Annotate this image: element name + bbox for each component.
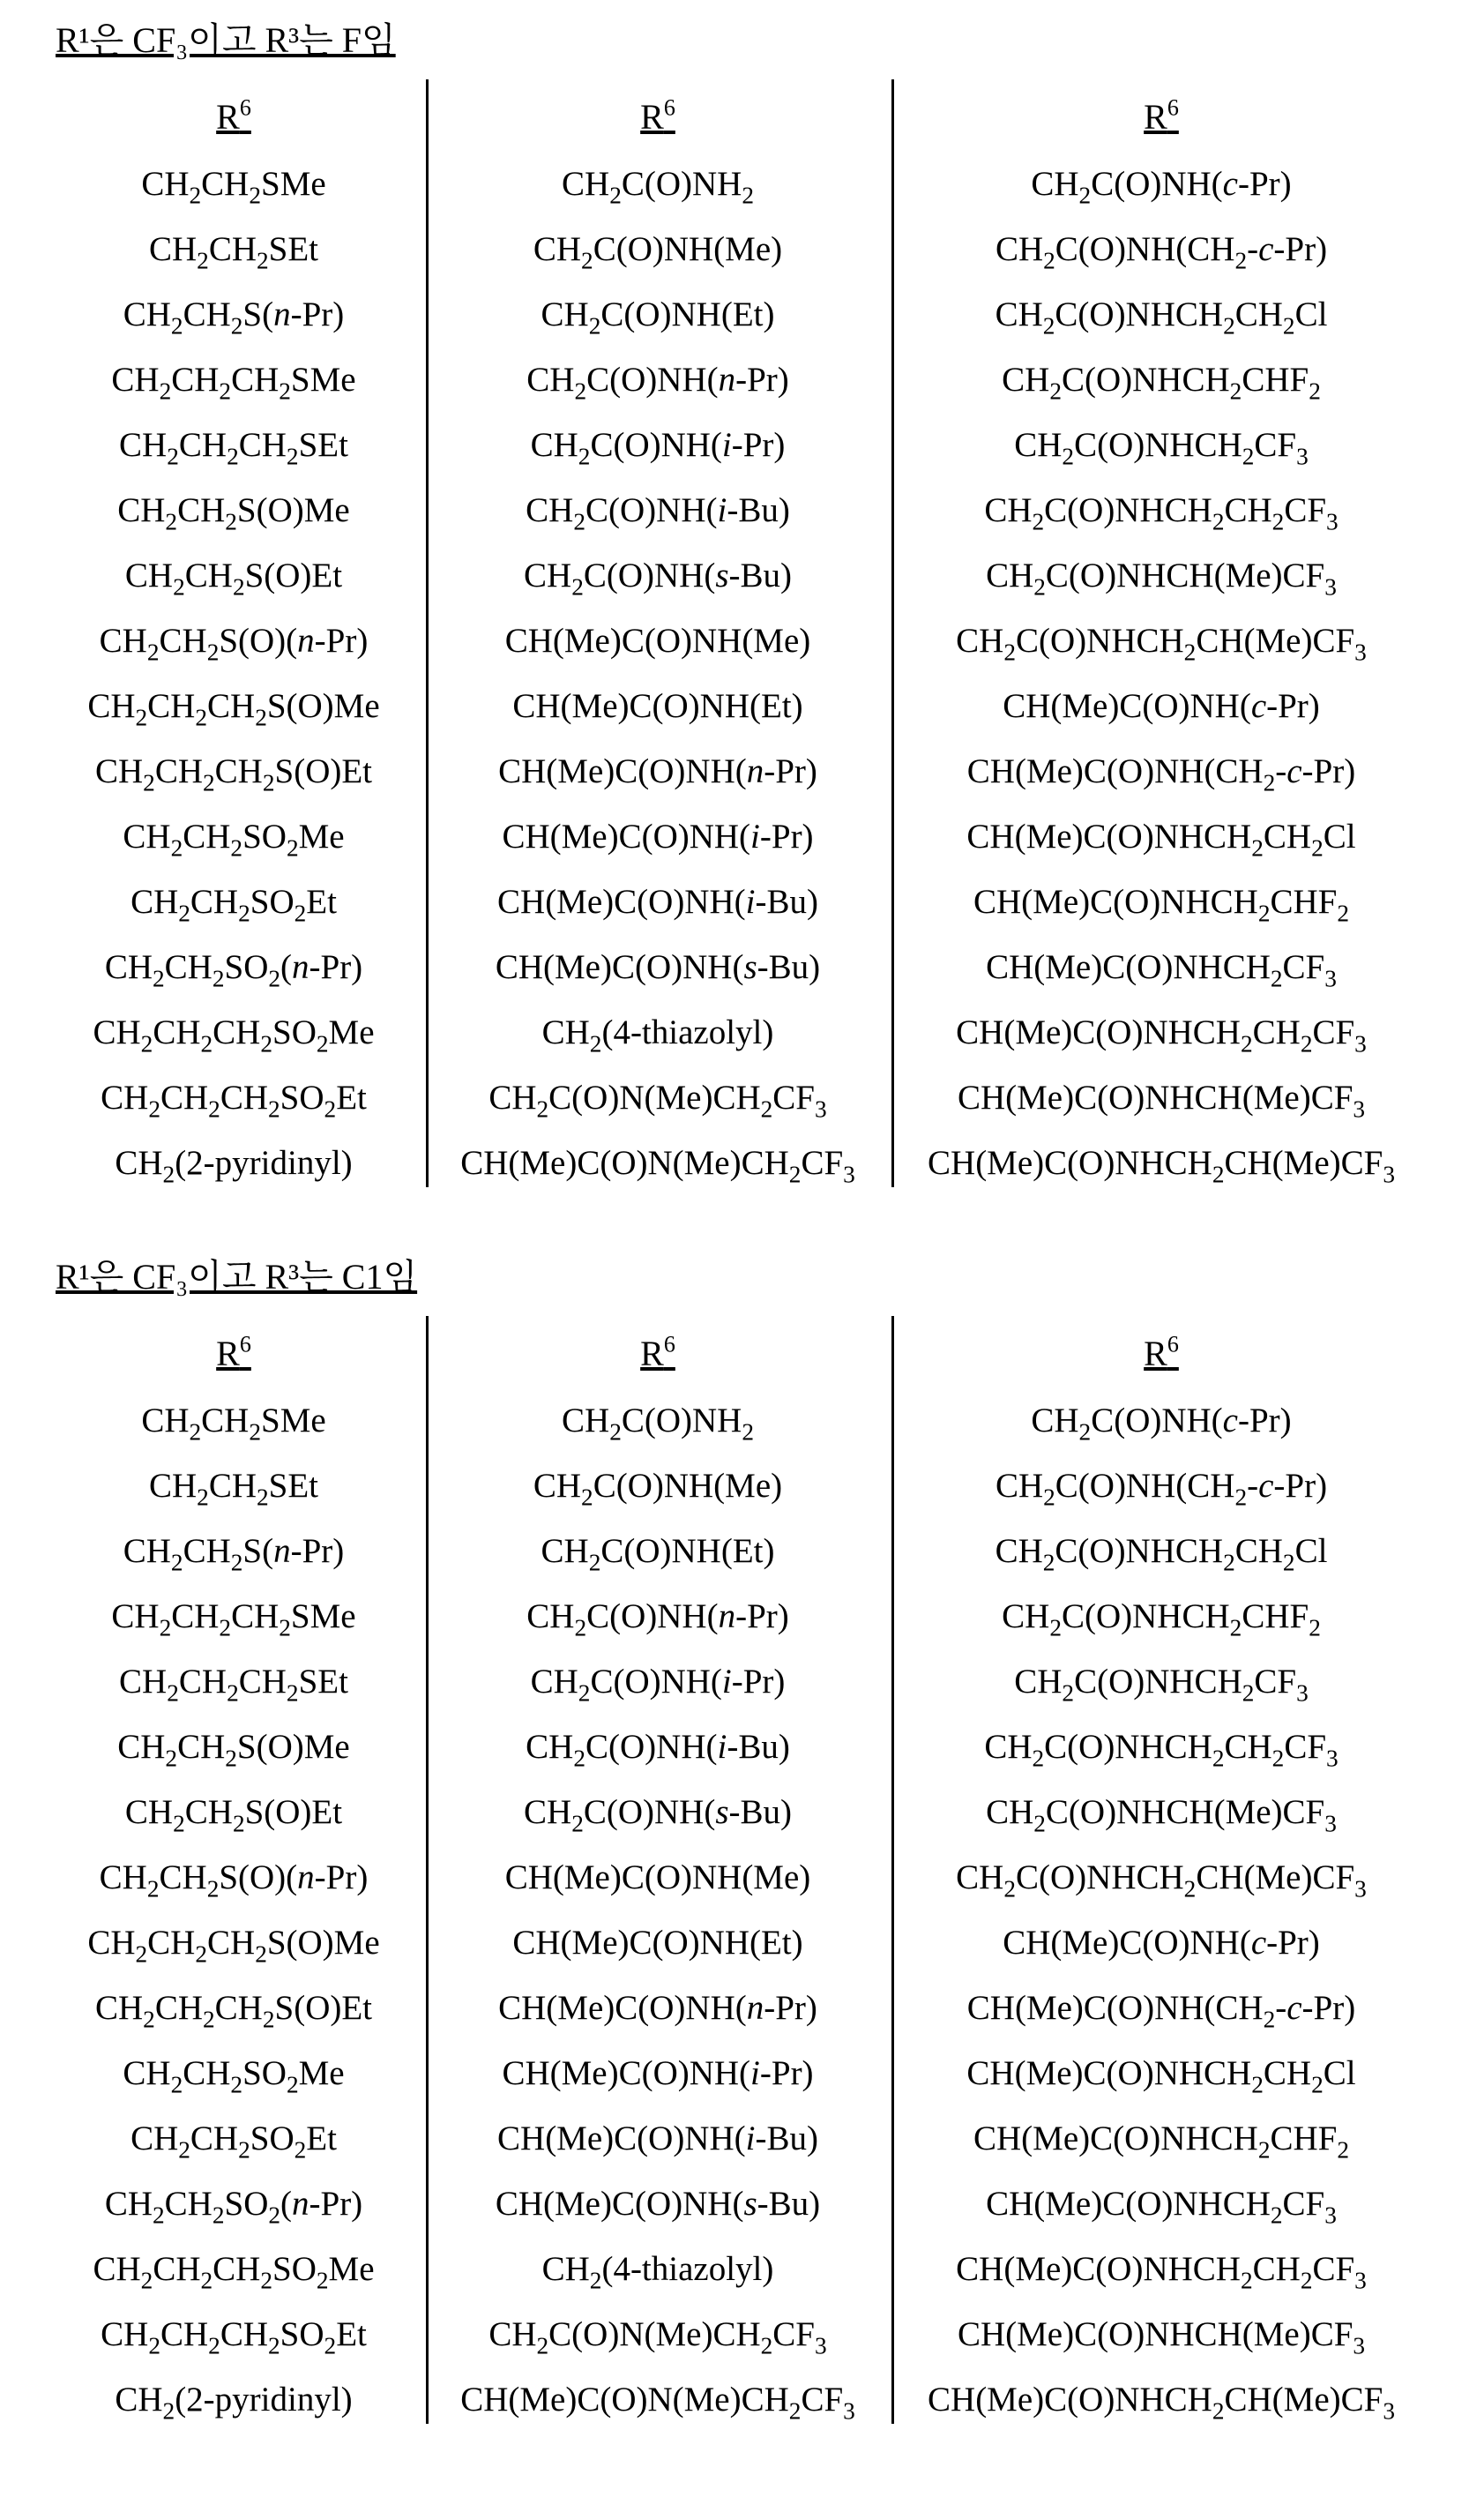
table-cell: CH(Me)C(O)NH(Et) <box>376 1921 940 1965</box>
table-cell: CH2CH2SO2(n-Pr) <box>0 2182 516 2226</box>
table-cell: CH2C(O)NH(CH2-c-Pr) <box>879 228 1443 272</box>
table-cell: CH2CH2SEt <box>0 1464 516 1508</box>
table-cell: CH2C(O)NH(i-Pr) <box>376 423 940 467</box>
table-cell: CH2CH2S(n-Pr) <box>0 1529 516 1574</box>
section-heading: R¹은 CF₃이고 R³는 C1임 <box>56 1256 417 1298</box>
table-cell: CH2CH2CH2SO2Me <box>0 2247 516 2291</box>
table-cell: CH2C(O)NH(c-Pr) <box>879 1399 1443 1443</box>
table-cell: CH2CH2CH2SEt <box>0 1660 516 1704</box>
substituent-table-section <box>0 0 1484 1237</box>
section-heading: R¹은 CF₃이고 R³는 F임 <box>56 19 396 62</box>
table-cell: CH(Me)C(O)NH(n-Pr) <box>376 1986 940 2030</box>
column-header-label: R6 <box>1144 97 1179 137</box>
table-cell: CH(Me)C(O)N(Me)CH2CF3 <box>376 1141 940 1185</box>
column-header <box>879 95 1443 139</box>
table-cell: CH2C(O)NH(s-Bu) <box>376 1791 940 1835</box>
column-header-label: R6 <box>1144 1334 1179 1373</box>
table-cell: CH2C(O)N(Me)CH2CF3 <box>376 2313 940 2357</box>
table-cell: CH2CH2CH2S(O)Me <box>0 1921 516 1965</box>
table-cell: CH2CH2S(O)(n-Pr) <box>0 619 516 663</box>
table-cell: CH2CH2CH2SO2Me <box>0 1011 516 1055</box>
table-cell: CH2C(O)NHCH(Me)CF3 <box>879 554 1443 598</box>
table-cell: CH2CH2CH2SMe <box>0 1595 516 1639</box>
table-cell: CH2C(O)NH(i-Pr) <box>376 1660 940 1704</box>
table-cell: CH2CH2CH2S(O)Et <box>0 750 516 794</box>
table-cell: CH2CH2S(O)Me <box>0 489 516 533</box>
table-cell: CH2C(O)NHCH2CF3 <box>879 423 1443 467</box>
table-cell: CH2C(O)NH(s-Bu) <box>376 554 940 598</box>
column-header <box>879 1332 1443 1376</box>
table-cell: CH2CH2S(O)(n-Pr) <box>0 1856 516 1900</box>
column-header-label: R6 <box>216 1334 251 1373</box>
table-cell: CH2C(O)NHCH(Me)CF3 <box>879 1791 1443 1835</box>
table-cell: CH2C(O)NH(Me) <box>376 1464 940 1508</box>
table-cell: CH2C(O)NH(CH2-c-Pr) <box>879 1464 1443 1508</box>
column-header <box>376 95 940 139</box>
table-cell: CH(Me)C(O)NH(c-Pr) <box>879 1921 1443 1965</box>
table-cell: CH2CH2CH2SEt <box>0 423 516 467</box>
table-cell: CH2C(O)NHCH2CH2Cl <box>879 293 1443 337</box>
table-cell: CH2CH2SMe <box>0 162 516 206</box>
table-cell: CH2(2-pyridinyl) <box>0 2378 516 2422</box>
table-cell: CH2C(O)NHCH2CH2CF3 <box>879 1725 1443 1769</box>
table-cell: CH2C(O)NH(Et) <box>376 1529 940 1574</box>
table-cell: CH2C(O)N(Me)CH2CF3 <box>376 1076 940 1120</box>
table-cell: CH2C(O)NH(Me) <box>376 228 940 272</box>
substituent-table-section <box>0 1237 1484 2473</box>
table-cell: CH(Me)C(O)NH(s-Bu) <box>376 946 940 990</box>
table-cell: CH(Me)C(O)NH(i-Bu) <box>376 880 940 924</box>
table-cell: CH(Me)C(O)NHCH(Me)CF3 <box>879 2313 1443 2357</box>
table-cell: CH2C(O)NH(c-Pr) <box>879 162 1443 206</box>
table-cell: CH2CH2SO2Et <box>0 2117 516 2161</box>
table-cell: CH2C(O)NHCH2CHF2 <box>879 1595 1443 1639</box>
table-cell: CH2CH2SO2Me <box>0 2052 516 2096</box>
table-cell: CH2C(O)NHCH2CH(Me)CF3 <box>879 1856 1443 1900</box>
table-cell: CH(Me)C(O)NHCH2CHF2 <box>879 2117 1443 2161</box>
table-cell: CH2CH2SO2(n-Pr) <box>0 946 516 990</box>
table-cell: CH2C(O)NHCH2CF3 <box>879 1660 1443 1704</box>
table-cell: CH2CH2CH2SMe <box>0 358 516 402</box>
table-cell: CH(Me)C(O)NH(Me) <box>376 619 940 663</box>
column-header <box>376 1332 940 1376</box>
table-cell: CH2CH2S(n-Pr) <box>0 293 516 337</box>
table-cell: CH(Me)C(O)NH(Me) <box>376 1856 940 1900</box>
table-cell: CH(Me)C(O)NH(n-Pr) <box>376 750 940 794</box>
column-header-label: R6 <box>640 97 675 137</box>
table-cell: CH2C(O)NH(n-Pr) <box>376 358 940 402</box>
table-cell: CH2CH2SMe <box>0 1399 516 1443</box>
table-cell: CH(Me)C(O)NH(CH2-c-Pr) <box>879 750 1443 794</box>
table-cell: CH(Me)C(O)NH(s-Bu) <box>376 2182 940 2226</box>
table-cell: CH(Me)C(O)NHCH(Me)CF3 <box>879 1076 1443 1120</box>
table-cell: CH2C(O)NH(n-Pr) <box>376 1595 940 1639</box>
table-cell: CH2C(O)NHCH2CHF2 <box>879 358 1443 402</box>
table-cell: CH2CH2SEt <box>0 228 516 272</box>
table-cell: CH2(2-pyridinyl) <box>0 1141 516 1185</box>
table-cell: CH2CH2CH2SO2Et <box>0 1076 516 1120</box>
table-cell: CH2CH2S(O)Me <box>0 1725 516 1769</box>
table-cell: CH2C(O)NHCH2CH(Me)CF3 <box>879 619 1443 663</box>
table-cell: CH(Me)C(O)NHCH2CH2Cl <box>879 2052 1443 2096</box>
table-cell: CH(Me)C(O)NH(c-Pr) <box>879 684 1443 729</box>
table-cell: CH(Me)C(O)N(Me)CH2CF3 <box>376 2378 940 2422</box>
table-cell: CH(Me)C(O)NHCH2CH(Me)CF3 <box>879 2378 1443 2422</box>
table-cell: CH(Me)C(O)NHCH2CF3 <box>879 946 1443 990</box>
column-header-label: R6 <box>216 97 251 137</box>
table-cell: CH(Me)C(O)NHCH2CF3 <box>879 2182 1443 2226</box>
table-cell: CH(Me)C(O)NHCH2CH2Cl <box>879 815 1443 859</box>
table-cell: CH(Me)C(O)NH(i-Pr) <box>376 815 940 859</box>
table-cell: CH2C(O)NH(i-Bu) <box>376 489 940 533</box>
table-cell: CH2CH2CH2SO2Et <box>0 2313 516 2357</box>
table-cell: CH(Me)C(O)NHCH2CH2CF3 <box>879 1011 1443 1055</box>
table-cell: CH2(4-thiazolyl) <box>376 1011 940 1055</box>
table-cell: CH2C(O)NH(Et) <box>376 293 940 337</box>
table-cell: CH(Me)C(O)NH(i-Bu) <box>376 2117 940 2161</box>
table-cell: CH2C(O)NH2 <box>376 1399 940 1443</box>
column-header-label: R6 <box>640 1334 675 1373</box>
table-cell: CH(Me)C(O)NH(CH2-c-Pr) <box>879 1986 1443 2030</box>
table-cell: CH(Me)C(O)NH(i-Pr) <box>376 2052 940 2096</box>
table-cell: CH2CH2CH2S(O)Me <box>0 684 516 729</box>
table-cell: CH2C(O)NH2 <box>376 162 940 206</box>
table-cell: CH2CH2S(O)Et <box>0 554 516 598</box>
table-cell: CH2CH2CH2S(O)Et <box>0 1986 516 2030</box>
table-cell: CH2C(O)NHCH2CH2CF3 <box>879 489 1443 533</box>
table-cell: CH2CH2SO2Et <box>0 880 516 924</box>
table-cell: CH(Me)C(O)NH(Et) <box>376 684 940 729</box>
table-cell: CH(Me)C(O)NHCH2CHF2 <box>879 880 1443 924</box>
table-cell: CH2CH2SO2Me <box>0 815 516 859</box>
table-cell: CH(Me)C(O)NHCH2CH(Me)CF3 <box>879 1141 1443 1185</box>
table-cell: CH2C(O)NHCH2CH2Cl <box>879 1529 1443 1574</box>
table-cell: CH2C(O)NH(i-Bu) <box>376 1725 940 1769</box>
table-cell: CH2(4-thiazolyl) <box>376 2247 940 2291</box>
table-cell: CH(Me)C(O)NHCH2CH2CF3 <box>879 2247 1443 2291</box>
table-cell: CH2CH2S(O)Et <box>0 1791 516 1835</box>
